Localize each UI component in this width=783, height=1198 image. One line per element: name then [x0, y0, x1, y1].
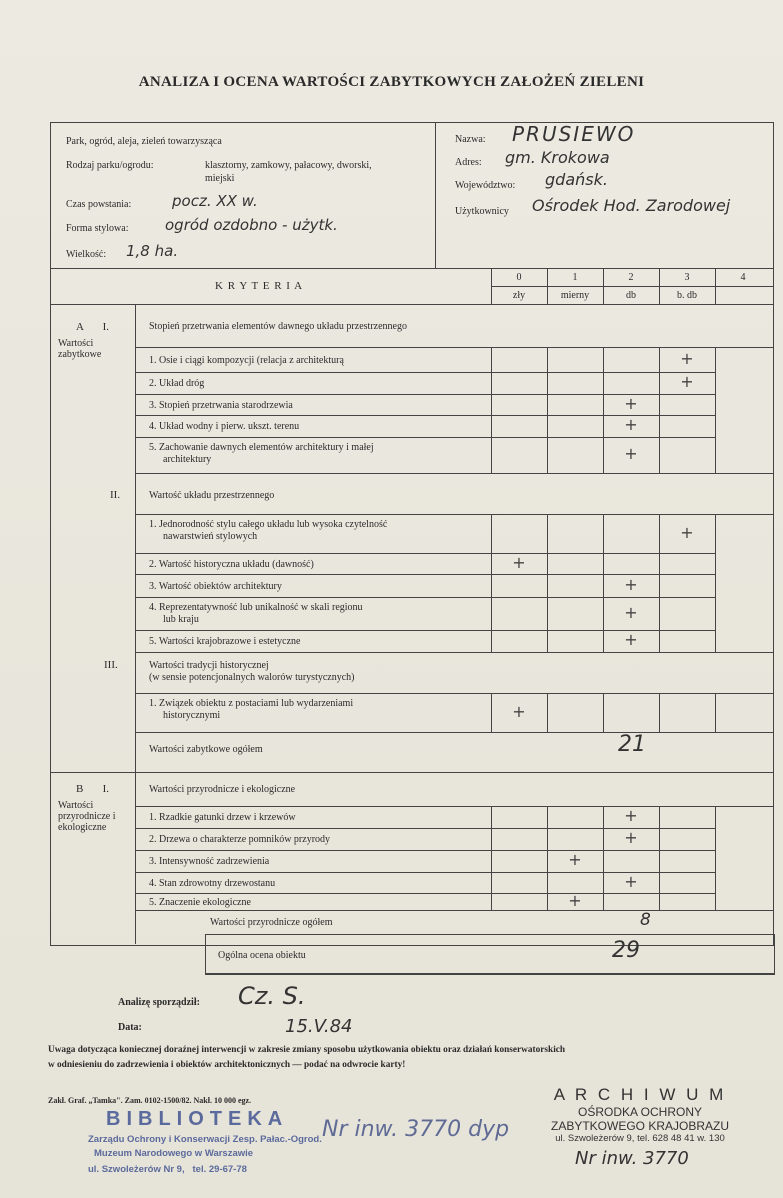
nazwa-label: Nazwa: [455, 134, 486, 145]
criterion-label: 4. Układ wodny i pierw. ukszt. terenu [149, 421, 300, 432]
section-a-name: Wartości zabytkowe [58, 338, 102, 360]
criterion-label: 3. Intensywność zadrzewienia [149, 856, 270, 867]
score-column-line [603, 693, 604, 732]
row-bottom-line [135, 473, 715, 474]
section-a-g3-code: III. [104, 659, 118, 671]
wojewodztwo-label: Województwo: [455, 180, 516, 191]
analysis-label: Analizę sporządził: [118, 997, 200, 1008]
score-column-line [547, 630, 548, 652]
date-label: Data: [118, 1022, 142, 1033]
score-column-line [715, 850, 716, 872]
group-separator [135, 304, 773, 305]
score-2-header: 2 [628, 272, 634, 283]
criterion-label-cont: nawarstwień stylowych [163, 531, 258, 542]
score-column-line [715, 574, 716, 597]
criterion-label-cont: historycznymi [163, 710, 221, 721]
a-total-top [135, 732, 773, 733]
score-mark: + [568, 850, 582, 869]
adres-label: Adres: [455, 157, 482, 168]
score-column-line [603, 347, 604, 372]
stamp-title: BIBLIOTEKA [106, 1108, 289, 1130]
criterion-label-cont: architektury [163, 454, 212, 465]
group-a2-title: Wartość układu przestrzennego [149, 490, 275, 501]
nazwa-value: PRUSIEWO [512, 122, 636, 146]
score-column-line [491, 893, 492, 910]
overall-value: 29 [612, 938, 640, 963]
score-3-label: b. db [677, 290, 697, 301]
form-title: ANALIZA I OCENA WARTOŚCI ZABYTKOWYCH ZAŁOŻEŃ ZIELENI [138, 74, 645, 90]
score-column-line [547, 415, 548, 437]
score-column-line [547, 597, 548, 630]
score-column-line [491, 394, 492, 415]
row-bottom-line [135, 597, 715, 598]
score-mark: + [512, 552, 526, 572]
archive-line-1: OŚRODKA OCHRONY [577, 1105, 703, 1119]
group-separator [135, 772, 773, 773]
score-column-line [547, 574, 548, 597]
section-a-code: A I. [76, 321, 109, 333]
score-1-label: mierny [560, 290, 590, 301]
archive-line-2: ZABYTKOWEGO KRAJOBRAZU [550, 1119, 730, 1133]
score-column-line [659, 693, 660, 732]
score-column-line [659, 394, 660, 415]
czas-label: Czas powstania: [66, 199, 132, 210]
score-column-line [603, 850, 604, 872]
criterion-label: 1. Osie i ciągi kompozycji (relacja z architekturą [149, 354, 344, 366]
score-column-line [659, 630, 660, 652]
score-column-line [491, 415, 492, 437]
date-value: 15.V.84 [285, 1016, 353, 1037]
score-column-line [659, 574, 660, 597]
criterion-label: 5. Zachowanie dawnych elementów architektury i małej [149, 442, 374, 453]
score-column-line [715, 630, 716, 652]
col-line [603, 268, 604, 304]
score-column-line [491, 372, 492, 394]
criterion-label: 3. Wartość obiektów architektury [149, 580, 282, 592]
score-mark: + [568, 890, 582, 910]
score-column-line [547, 693, 548, 732]
score-mark: + [512, 701, 526, 721]
score-column-line [715, 372, 716, 394]
score-column-line [659, 553, 660, 574]
score-mark: + [680, 348, 694, 368]
criterion-label: 2. Drzewa o charakterze pomników przyrody [149, 834, 331, 845]
adres-value: gm. Krokowa [505, 148, 610, 167]
score-3-header: 3 [684, 272, 690, 283]
score-mark: + [624, 828, 638, 847]
score-column-line [491, 437, 492, 473]
score-column-line [491, 872, 492, 893]
group-title-bottom [135, 514, 773, 515]
overall-label: Ogólna ocena obiektu [218, 950, 306, 961]
score-column-line [715, 828, 716, 850]
criterion-label: 1. Jednorodność stylu całego układu lub wysoka czytelność [149, 519, 388, 530]
score-mark: + [624, 393, 638, 413]
col-line [547, 268, 548, 304]
criterion-label: 1. Rzadkie gatunki drzew i krzewów [149, 812, 296, 823]
score-column-line [491, 574, 492, 597]
score-1-header: 1 [572, 272, 578, 283]
wielkosc-value: 1,8 ha. [126, 242, 179, 260]
criterion-label: 5. Wartości krajobrazowe i estetyczne [149, 636, 301, 647]
forma-value: ogród ozdobno - użytk. [165, 216, 338, 234]
criterion-label: 2. Wartość historyczna układu (dawność) [149, 558, 314, 570]
archive-line-3: ul. Szwoleżerów 9, tel. 628 48 41 w. 130 [555, 1133, 725, 1144]
score-column-line [715, 394, 716, 415]
wielkosc-label: Wielkość: [66, 249, 107, 260]
score-column-line [547, 893, 548, 910]
score-column-line [547, 347, 548, 372]
score-0-label: zły [512, 290, 526, 301]
a-total-value: 21 [618, 732, 646, 757]
score-0-header: 0 [516, 272, 522, 283]
score-mark: + [624, 444, 638, 463]
score-column-line [659, 850, 660, 872]
archive-inventory: Nr inw. 3770 [575, 1148, 689, 1169]
score-4-header: 4 [740, 272, 746, 283]
score-column-line [491, 597, 492, 630]
group-title-bottom [135, 693, 773, 694]
score-column-line [715, 806, 716, 828]
score-column-line [547, 806, 548, 828]
park-type-line: Park, ogród, aleja, zieleń towarzysząca [66, 136, 222, 147]
score-column-line [715, 693, 716, 732]
criterion-label: 1. Związek obiektu z postaciami lub wydarzeniami [149, 698, 354, 709]
score-column-line [491, 347, 492, 372]
score-column-line [547, 828, 548, 850]
score-column-line [715, 553, 716, 574]
note-line-1: Uwaga dotycząca koniecznej doraźnej interwencji w zakresie zmiany sposobu użytkowania obiektu oraz działań konserwatorskich [48, 1045, 566, 1055]
uzytkownicy-label: Użytkownicy [455, 206, 509, 217]
header-bottom-line [50, 268, 773, 269]
score-mark: + [624, 602, 638, 622]
col-line [715, 268, 716, 304]
section-a-g2-code: II. [110, 489, 121, 501]
score-mark: + [624, 871, 638, 891]
score-column-line [715, 437, 716, 473]
section-b-code: B I. [76, 783, 109, 795]
score-column-line [547, 553, 548, 574]
czas-value: pocz. XX w. [172, 192, 258, 210]
score-column-line [715, 514, 716, 553]
score-column-line [547, 372, 548, 394]
score-mark: + [624, 415, 638, 434]
score-column-line [603, 893, 604, 910]
score-column-line [547, 437, 548, 473]
score-column-line [547, 394, 548, 415]
criterion-label: 2. Układ dróg [149, 378, 205, 389]
group-b1-title: Wartości przyrodnicze i ekologiczne [149, 784, 296, 795]
group-title-bottom [135, 806, 773, 807]
criteria-label: K R Y T E R I A [215, 280, 304, 292]
col-line [491, 268, 492, 304]
inventory-handwritten: Nr inw. 3770 dyp [322, 1117, 510, 1142]
stamp-line-3: ul. Szwoleżerów Nr 9, tel. 29-67-78 [88, 1164, 247, 1175]
group-a1-title: Stopień przetrwania elementów dawnego układu przestrzennego [149, 321, 407, 332]
row-bottom-line [135, 850, 715, 851]
score-column-line [659, 437, 660, 473]
score-column-line [603, 553, 604, 574]
group-a3-subtitle: (w sensie potencjonalnych walorów turystycznych) [149, 672, 355, 683]
score-column-line [715, 872, 716, 893]
score-mark: + [624, 574, 638, 594]
score-mark: + [680, 372, 694, 391]
score-column-line [715, 347, 716, 372]
criterion-label: 4. Reprezentatywność lub unikalność w skali regionu [149, 602, 363, 613]
score-mark: + [624, 630, 638, 649]
b-total-label: Wartości przyrodnicze ogółem [210, 917, 333, 928]
rodzaj-value-2: miejski [205, 173, 235, 184]
score-column-line [715, 893, 716, 910]
group-a3-title: Wartości tradycji historycznej [149, 660, 269, 671]
a-total-label: Wartości zabytkowe ogółem [149, 744, 263, 755]
print-info: Zakł. Graf. „Tamka". Zam. 0102-1500/82. Nakł. 10 000 egz. [48, 1096, 252, 1105]
b-total-top [205, 910, 773, 911]
header-divider [435, 122, 436, 268]
score-column-line [603, 372, 604, 394]
section-column-divider [135, 304, 136, 944]
score-column-line [491, 806, 492, 828]
archive-title: A R C H I W U M [553, 1085, 727, 1104]
criterion-label: 3. Stopień przetrwania starodrzewia [149, 399, 293, 411]
rodzaj-value: klasztorny, zamkowy, pałacowy, dworski, [205, 160, 372, 171]
row-bottom-line [135, 372, 715, 373]
score-column-line [659, 597, 660, 630]
criterion-label: 4. Stan zdrowotny drzewostanu [149, 877, 276, 889]
score-column-line [715, 597, 716, 630]
score-column-line [659, 806, 660, 828]
note-line-2: w odniesieniu do zadrzewienia i obiektów architektonicznych — podać na odwrocie karty! [48, 1060, 406, 1070]
stamp-line-2: Muzeum Narodowego w Warszawie [94, 1148, 254, 1159]
score-column-line [603, 514, 604, 553]
score-2-label: db [626, 290, 636, 301]
score-column-line [659, 872, 660, 893]
stamp-line-1: Zarządu Ochrony i Konserwacji Zesp. Pałac.-Ogrod. [88, 1134, 322, 1145]
col-line [659, 268, 660, 304]
score-column-line [659, 893, 660, 910]
score-column-line [659, 828, 660, 850]
row-bottom-line [135, 893, 715, 894]
library-stamp [80, 1108, 340, 1188]
uzytkownicy-value: Ośrodek Hod. Zarodowej [532, 196, 731, 215]
forma-label: Forma stylowa: [66, 223, 129, 234]
score-column-line [659, 415, 660, 437]
score-column-line [491, 514, 492, 553]
criterion-label-cont: lub kraju [163, 614, 199, 625]
score-column-line [491, 850, 492, 872]
score-column-line [547, 514, 548, 553]
rodzaj-label: Rodzaj parku/ogrodu: [66, 160, 154, 171]
row-bottom-line [135, 437, 715, 438]
section-b-name: Wartości przyrodnicze i ekologiczne [58, 800, 116, 833]
b-total-value: 8 [640, 910, 651, 930]
score-column-line [491, 630, 492, 652]
criterion-label: 5. Znaczenie ekologiczne [149, 896, 251, 908]
score-header-mid-line [491, 286, 773, 287]
archive-stamp [515, 1085, 765, 1144]
score-column-line [491, 828, 492, 850]
row-bottom-line [135, 652, 715, 653]
row-bottom-line [135, 553, 715, 554]
score-mark: + [624, 806, 638, 825]
analysis-signature: Cz. S. [238, 982, 306, 1010]
score-column-line [715, 415, 716, 437]
wojewodztwo-value: gdańsk. [545, 170, 608, 189]
score-mark: + [680, 522, 694, 542]
